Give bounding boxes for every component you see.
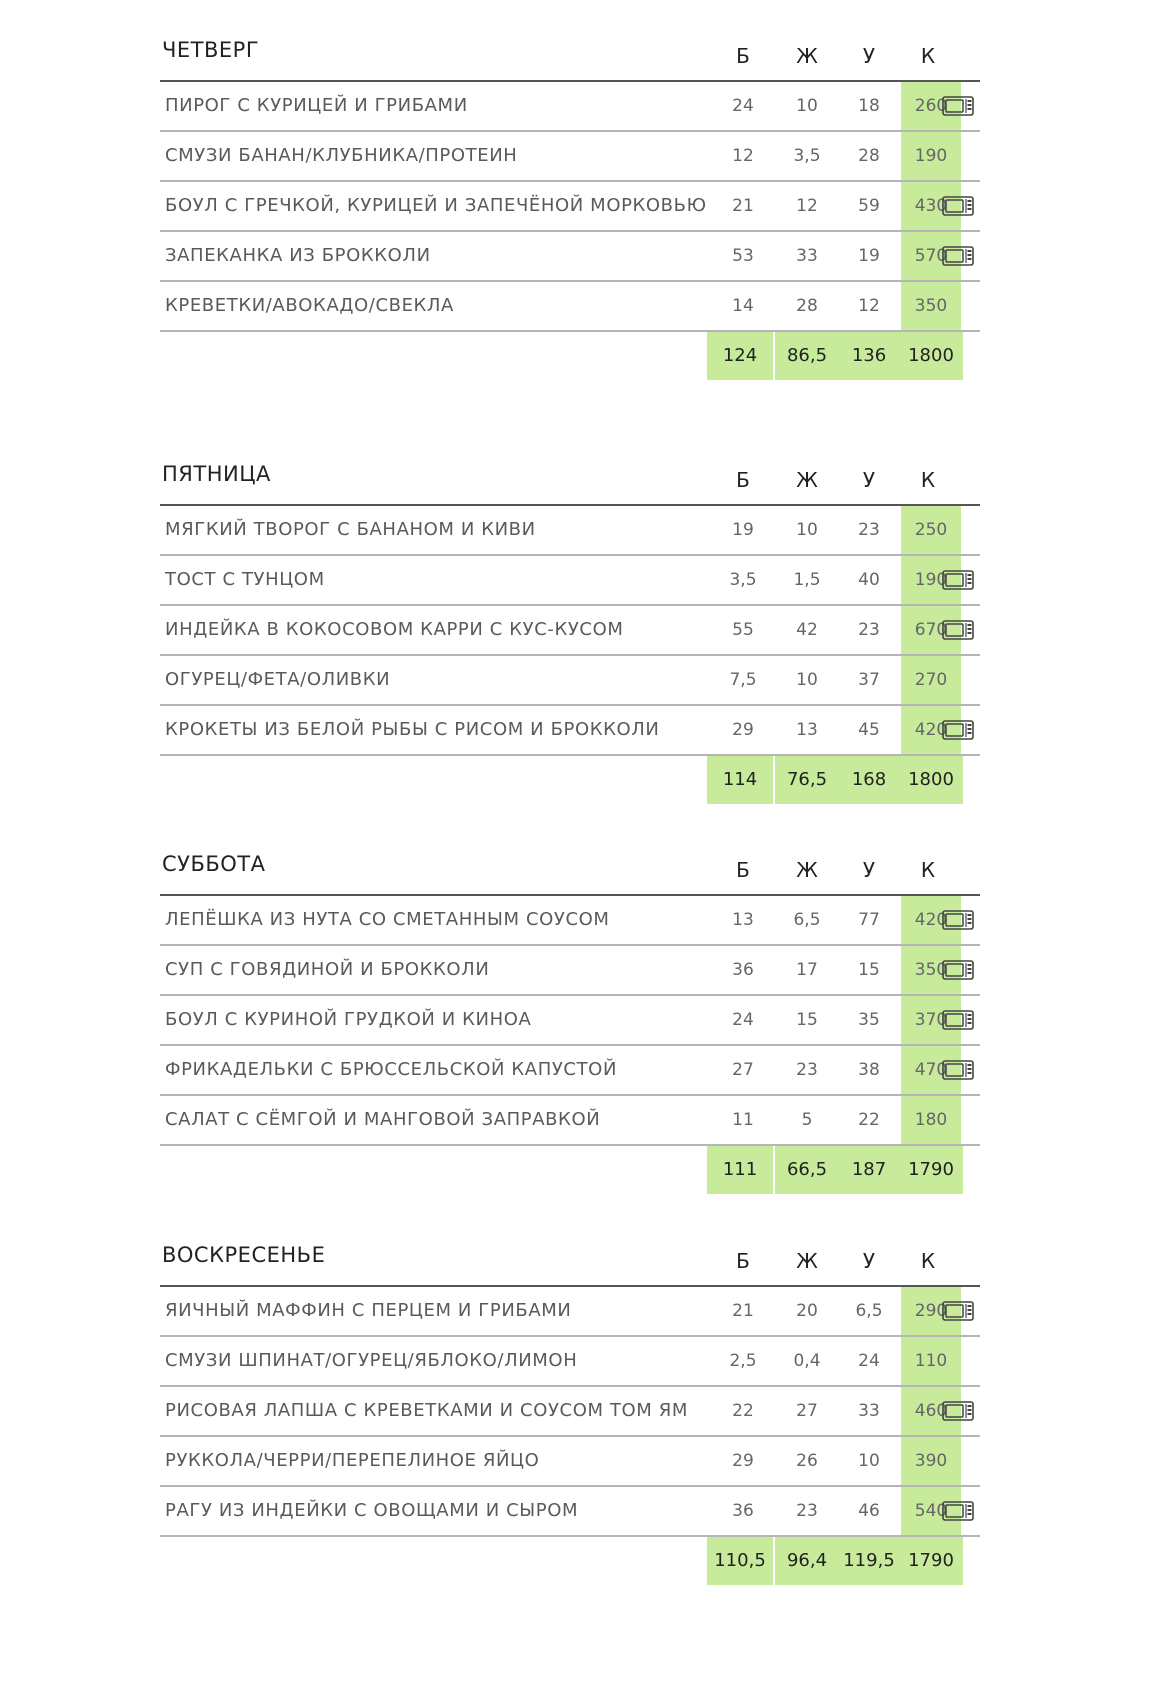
value-k: 180: [901, 1096, 961, 1144]
dish-name: ЗАПЕКАНКА ИЗ БРОККОЛИ: [165, 245, 431, 266]
value-zh: 0,4: [793, 1351, 821, 1371]
dish-row: [160, 946, 980, 996]
value-zh: 15: [796, 1010, 818, 1030]
dish-name: ЛЕПЁШКА ИЗ НУТА СО СМЕТАННЫМ СОУСОМ: [165, 909, 610, 930]
value-b: 24: [732, 1010, 754, 1030]
total-k: 1790: [899, 1537, 963, 1585]
value-k: 540: [901, 1487, 961, 1535]
value-k: 110: [901, 1337, 961, 1385]
value-b: 27: [732, 1060, 754, 1080]
value-k: 260: [901, 82, 961, 130]
value-u: 35: [858, 1010, 880, 1030]
microwave-icon: [942, 720, 974, 740]
value-k: 190: [901, 132, 961, 180]
value-u: 77: [858, 910, 880, 930]
value-b: 21: [732, 196, 754, 216]
value-zh: 10: [796, 670, 818, 690]
value-k: 370: [901, 996, 961, 1044]
value-b: 11: [732, 1110, 754, 1130]
value-b: 2,5: [729, 1351, 757, 1371]
total-u: 168: [837, 756, 901, 804]
value-zh: 10: [796, 96, 818, 116]
value-b: 13: [732, 910, 754, 930]
value-zh: 12: [796, 196, 818, 216]
value-b: 7,5: [729, 670, 757, 690]
column-header: У: [862, 44, 876, 68]
value-u: 40: [858, 570, 880, 590]
value-b: 24: [732, 96, 754, 116]
day-title: ЧЕТВЕРГ: [162, 38, 260, 62]
dish-name: ФРИКАДЕЛЬКИ С БРЮССЕЛЬСКОЙ КАПУСТОЙ: [165, 1059, 618, 1080]
dish-row: [160, 82, 980, 132]
dish-name: РУККОЛА/ЧЕРРИ/ПЕРЕПЕЛИНОЕ ЯЙЦО: [165, 1450, 540, 1471]
value-k: 470: [901, 1046, 961, 1094]
value-u: 23: [858, 520, 880, 540]
total-u: 136: [837, 332, 901, 380]
microwave-icon: [942, 910, 974, 930]
day-title: ВОСКРЕСЕНЬЕ: [162, 1243, 326, 1267]
value-zh: 10: [796, 520, 818, 540]
microwave-icon: [942, 570, 974, 590]
column-header: Ж: [796, 858, 818, 882]
value-u: 46: [858, 1501, 880, 1521]
column-header: Б: [736, 468, 750, 492]
dish-row: [160, 1046, 980, 1096]
column-header: К: [920, 1249, 936, 1273]
value-k: 430: [901, 182, 961, 230]
microwave-icon: [942, 620, 974, 640]
total-b: 111: [707, 1146, 773, 1194]
dish-name: БОУЛ С КУРИНОЙ ГРУДКОЙ И КИНОА: [165, 1009, 532, 1030]
value-b: 22: [732, 1401, 754, 1421]
column-header: У: [862, 468, 876, 492]
column-header: Ж: [796, 44, 818, 68]
value-k: 270: [901, 656, 961, 704]
dish-name: ТОСТ С ТУНЦОМ: [165, 569, 325, 590]
day-section: [160, 1243, 980, 1585]
dish-row: [160, 706, 980, 756]
day-header: [160, 1243, 980, 1287]
value-zh: 23: [796, 1060, 818, 1080]
value-k: 460: [901, 1387, 961, 1435]
value-u: 45: [858, 720, 880, 740]
microwave-icon: [942, 960, 974, 980]
column-header: У: [862, 858, 876, 882]
day-section: [160, 462, 980, 804]
column-header: К: [920, 468, 936, 492]
microwave-icon: [942, 246, 974, 266]
value-u: 10: [858, 1451, 880, 1471]
value-k: 670: [901, 606, 961, 654]
dish-row: [160, 996, 980, 1046]
total-k: 1800: [899, 332, 963, 380]
dish-name: САЛАТ С СЁМГОЙ И МАНГОВОЙ ЗАПРАВКОЙ: [165, 1109, 601, 1130]
total-zh: 66,5: [775, 1146, 839, 1194]
value-zh: 27: [796, 1401, 818, 1421]
total-u: 119,5: [837, 1537, 901, 1585]
value-u: 22: [858, 1110, 880, 1130]
value-u: 37: [858, 670, 880, 690]
value-zh: 17: [796, 960, 818, 980]
day-title: СУББОТА: [162, 852, 266, 876]
value-u: 59: [858, 196, 880, 216]
total-zh: 76,5: [775, 756, 839, 804]
column-header: К: [920, 858, 936, 882]
day-title: ПЯТНИЦА: [162, 462, 271, 486]
value-zh: 13: [796, 720, 818, 740]
value-zh: 20: [796, 1301, 818, 1321]
microwave-icon: [942, 1060, 974, 1080]
dish-row: [160, 182, 980, 232]
value-b: 14: [732, 296, 754, 316]
value-b: 36: [732, 960, 754, 980]
value-k: 350: [901, 946, 961, 994]
column-header: Ж: [796, 1249, 818, 1273]
dish-name: КРЕВЕТКИ/АВОКАДО/СВЕКЛА: [165, 295, 454, 316]
value-zh: 42: [796, 620, 818, 640]
day-header: [160, 852, 980, 896]
total-b: 114: [707, 756, 773, 804]
value-b: 36: [732, 1501, 754, 1521]
dish-row: [160, 896, 980, 946]
column-header: Б: [736, 44, 750, 68]
value-u: 38: [858, 1060, 880, 1080]
microwave-icon: [942, 196, 974, 216]
value-b: 3,5: [729, 570, 757, 590]
dish-row: [160, 1287, 980, 1337]
value-u: 23: [858, 620, 880, 640]
value-k: 420: [901, 896, 961, 944]
day-section: [160, 38, 980, 380]
value-u: 33: [858, 1401, 880, 1421]
value-b: 19: [732, 520, 754, 540]
value-zh: 5: [801, 1110, 813, 1130]
dish-name: МЯГКИЙ ТВОРОГ С БАНАНОМ И КИВИ: [165, 519, 536, 540]
microwave-icon: [942, 1301, 974, 1321]
value-k: 190: [901, 556, 961, 604]
day-header: [160, 462, 980, 506]
microwave-icon: [942, 96, 974, 116]
value-b: 12: [732, 146, 754, 166]
value-zh: 6,5: [793, 910, 821, 930]
totals-row: [160, 756, 980, 804]
total-b: 124: [707, 332, 773, 380]
dish-name: РИСОВАЯ ЛАПША С КРЕВЕТКАМИ И СОУСОМ ТОМ ЯМ: [165, 1400, 688, 1421]
value-b: 21: [732, 1301, 754, 1321]
dish-row: [160, 1487, 980, 1537]
dish-name: БОУЛ С ГРЕЧКОЙ, КУРИЦЕЙ И ЗАПЕЧЁНОЙ МОРКОВЬЮ: [165, 195, 707, 216]
total-u: 187: [837, 1146, 901, 1194]
microwave-icon: [942, 1501, 974, 1521]
total-k: 1800: [899, 756, 963, 804]
dish-row: [160, 282, 980, 332]
value-b: 53: [732, 246, 754, 266]
value-u: 24: [858, 1351, 880, 1371]
value-b: 29: [732, 720, 754, 740]
dish-row: [160, 606, 980, 656]
value-k: 390: [901, 1437, 961, 1485]
dish-row: [160, 232, 980, 282]
dish-row: [160, 506, 980, 556]
microwave-icon: [942, 1401, 974, 1421]
value-k: 290: [901, 1287, 961, 1335]
dish-row: [160, 132, 980, 182]
day-section: [160, 852, 980, 1194]
value-u: 28: [858, 146, 880, 166]
value-zh: 23: [796, 1501, 818, 1521]
dish-row: [160, 1096, 980, 1146]
column-header: Б: [736, 858, 750, 882]
dish-name: ПИРОГ С КУРИЦЕЙ И ГРИБАМИ: [165, 95, 468, 116]
column-header: У: [862, 1249, 876, 1273]
value-zh: 33: [796, 246, 818, 266]
value-zh: 26: [796, 1451, 818, 1471]
column-header: К: [920, 44, 936, 68]
value-u: 19: [858, 246, 880, 266]
column-header: Ж: [796, 468, 818, 492]
value-zh: 28: [796, 296, 818, 316]
total-zh: 96,4: [775, 1537, 839, 1585]
totals-row: [160, 1537, 980, 1585]
total-k: 1790: [899, 1146, 963, 1194]
microwave-icon: [942, 1010, 974, 1030]
value-u: 12: [858, 296, 880, 316]
dish-name: КРОКЕТЫ ИЗ БЕЛОЙ РЫБЫ С РИСОМ И БРОККОЛИ: [165, 719, 660, 740]
dish-name: СМУЗИ ШПИНАТ/ОГУРЕЦ/ЯБЛОКО/ЛИМОН: [165, 1350, 578, 1371]
value-b: 55: [732, 620, 754, 640]
dish-name: СМУЗИ БАНАН/КЛУБНИКА/ПРОТЕИН: [165, 145, 518, 166]
value-k: 420: [901, 706, 961, 754]
dish-row: [160, 1437, 980, 1487]
value-zh: 3,5: [793, 146, 821, 166]
dish-name: ОГУРЕЦ/ФЕТА/ОЛИВКИ: [165, 669, 391, 690]
value-k: 570: [901, 232, 961, 280]
totals-row: [160, 1146, 980, 1194]
dish-row: [160, 1387, 980, 1437]
dish-row: [160, 556, 980, 606]
value-u: 18: [858, 96, 880, 116]
value-zh: 1,5: [793, 570, 821, 590]
dish-name: ИНДЕЙКА В КОКОСОВОМ КАРРИ С КУС-КУСОМ: [165, 619, 624, 640]
total-zh: 86,5: [775, 332, 839, 380]
dish-name: СУП С ГОВЯДИНОЙ И БРОККОЛИ: [165, 959, 490, 980]
column-header: Б: [736, 1249, 750, 1273]
value-k: 350: [901, 282, 961, 330]
day-header: [160, 38, 980, 82]
value-k: 250: [901, 506, 961, 554]
value-u: 15: [858, 960, 880, 980]
value-b: 29: [732, 1451, 754, 1471]
dish-row: [160, 1337, 980, 1387]
total-b: 110,5: [707, 1537, 773, 1585]
dish-row: [160, 656, 980, 706]
value-u: 6,5: [855, 1301, 883, 1321]
dish-name: РАГУ ИЗ ИНДЕЙКИ С ОВОЩАМИ И СЫРОМ: [165, 1500, 579, 1521]
dish-name: ЯИЧНЫЙ МАФФИН С ПЕРЦЕМ И ГРИБАМИ: [165, 1300, 572, 1321]
totals-row: [160, 332, 980, 380]
